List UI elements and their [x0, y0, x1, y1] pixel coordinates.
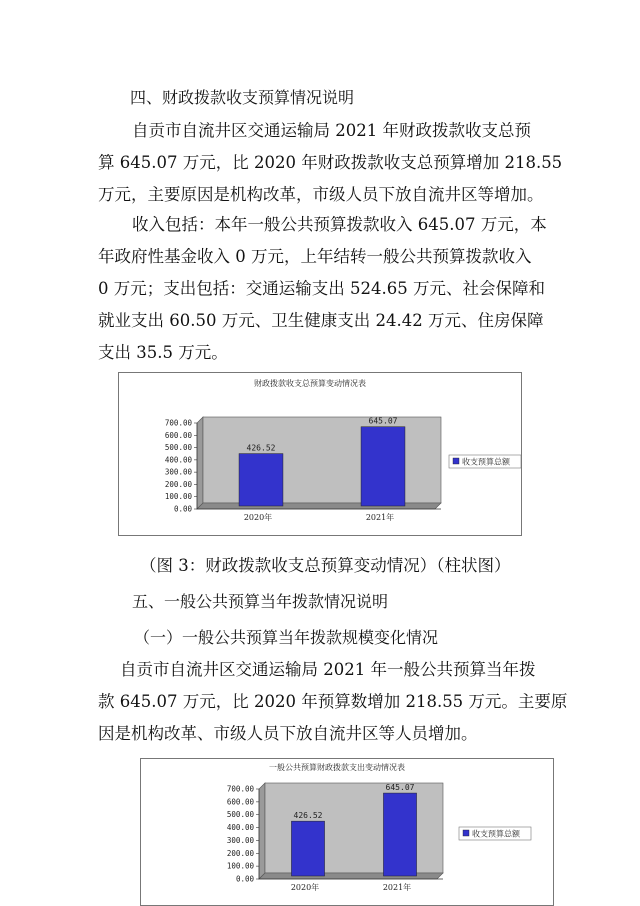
y-tick-label: 300.00 — [164, 467, 192, 477]
bar-2021年 — [361, 427, 405, 506]
x-category-label: 2021年 — [382, 883, 412, 892]
bar-value-label: 426.52 — [246, 443, 276, 453]
section4-heading: 四、财政拨款收支预算情况说明 — [130, 88, 355, 107]
y-tick-label: 0.00 — [173, 504, 192, 514]
y-tick-label: 300.00 — [226, 835, 254, 845]
y-tick-label: 700.00 — [164, 418, 192, 428]
y-tick-label: 500.00 — [164, 443, 192, 453]
section4-p2-line5: 支出 35.5 万元。 — [98, 343, 228, 362]
chart-title: 一般公共预算财政拨款支出变动情况表 — [269, 763, 405, 772]
bar-2020年 — [291, 821, 324, 876]
x-category-label: 2020年 — [243, 513, 273, 522]
bar-2021年 — [383, 793, 416, 876]
y-tick-label: 200.00 — [164, 479, 192, 489]
plot-area — [203, 417, 441, 503]
y-tick-label: 200.00 — [226, 848, 254, 858]
y-tick-label: 400.00 — [164, 455, 192, 465]
y-tick-label: 700.00 — [226, 784, 254, 794]
y-tick-label: 600.00 — [226, 797, 254, 807]
section5-heading: 五、一般公共预算当年拨款情况说明 — [132, 592, 389, 611]
section5-p1-line1: 自贡市自流井区交通运输局 2021 年一般公共预算当年拨 — [120, 660, 536, 679]
y-tick-label: 600.00 — [164, 430, 192, 440]
section4-p1-line3: 万元，主要原因是机构改革，市级人员下放自流井区等增加。 — [98, 185, 544, 204]
section4-p2-line2: 年政府性基金收入 0 万元，上年结转一般公共预算拨款收入 — [98, 247, 532, 266]
bar-2020年 — [239, 454, 283, 506]
general-budget-chart-svg — [141, 759, 553, 905]
section5-p1-line3: 因是机构改革、市级人员下放自流井区等人员增加。 — [98, 724, 478, 743]
legend-swatch — [463, 830, 469, 836]
plot-side-wall — [259, 783, 265, 879]
x-category-label: 2021年 — [365, 513, 395, 522]
budget-change-chart-svg — [119, 373, 521, 535]
y-tick-label: 400.00 — [226, 823, 254, 833]
section4-p2-line1: 收入包括：本年一般公共预算拨款收入 645.07 万元，本 — [132, 215, 547, 234]
y-tick-label: 100.00 — [164, 492, 192, 502]
x-category-label: 2020年 — [290, 883, 320, 892]
y-tick-label: 100.00 — [226, 861, 254, 871]
y-tick-label: 0.00 — [235, 874, 254, 884]
chart-title: 财政拨款收支总预算变动情况表 — [254, 379, 366, 388]
legend-label: 收支预算总额 — [472, 829, 520, 839]
bar-value-label: 645.07 — [385, 783, 415, 793]
bar-value-label: 426.52 — [293, 811, 323, 821]
legend-swatch — [453, 458, 459, 464]
budget-change-chart — [118, 372, 522, 536]
bar-value-label: 645.07 — [368, 416, 398, 426]
section4-p1-line1: 自贡市自流井区交通运输局 2021 年财政拨款收支总预 — [132, 121, 531, 140]
section5-subheading: （一）一般公共预算当年拨款规模变化情况 — [134, 628, 439, 647]
section4-p2-line4: 就业支出 60.50 万元、卫生健康支出 24.42 万元、住房保障 — [98, 311, 544, 330]
legend-label: 收支预算总额 — [462, 457, 510, 467]
section5-p1-line2: 款 645.07 万元，比 2020 年预算数增加 218.55 万元。主要原 — [98, 692, 568, 711]
general-budget-chart — [140, 758, 554, 906]
section4-p1-line2: 算 645.07 万元，比 2020 年财政拨款收支总预算增加 218.55 — [98, 153, 563, 172]
section4-p2-line3: 0 万元；支出包括：交通运输支出 524.65 万元、社会保障和 — [98, 279, 545, 298]
y-tick-label: 500.00 — [226, 810, 254, 820]
figure3-caption: （图 3：财政拨款收支总预算变动情况）（柱状图） — [140, 556, 511, 575]
plot-side-wall — [197, 417, 203, 509]
